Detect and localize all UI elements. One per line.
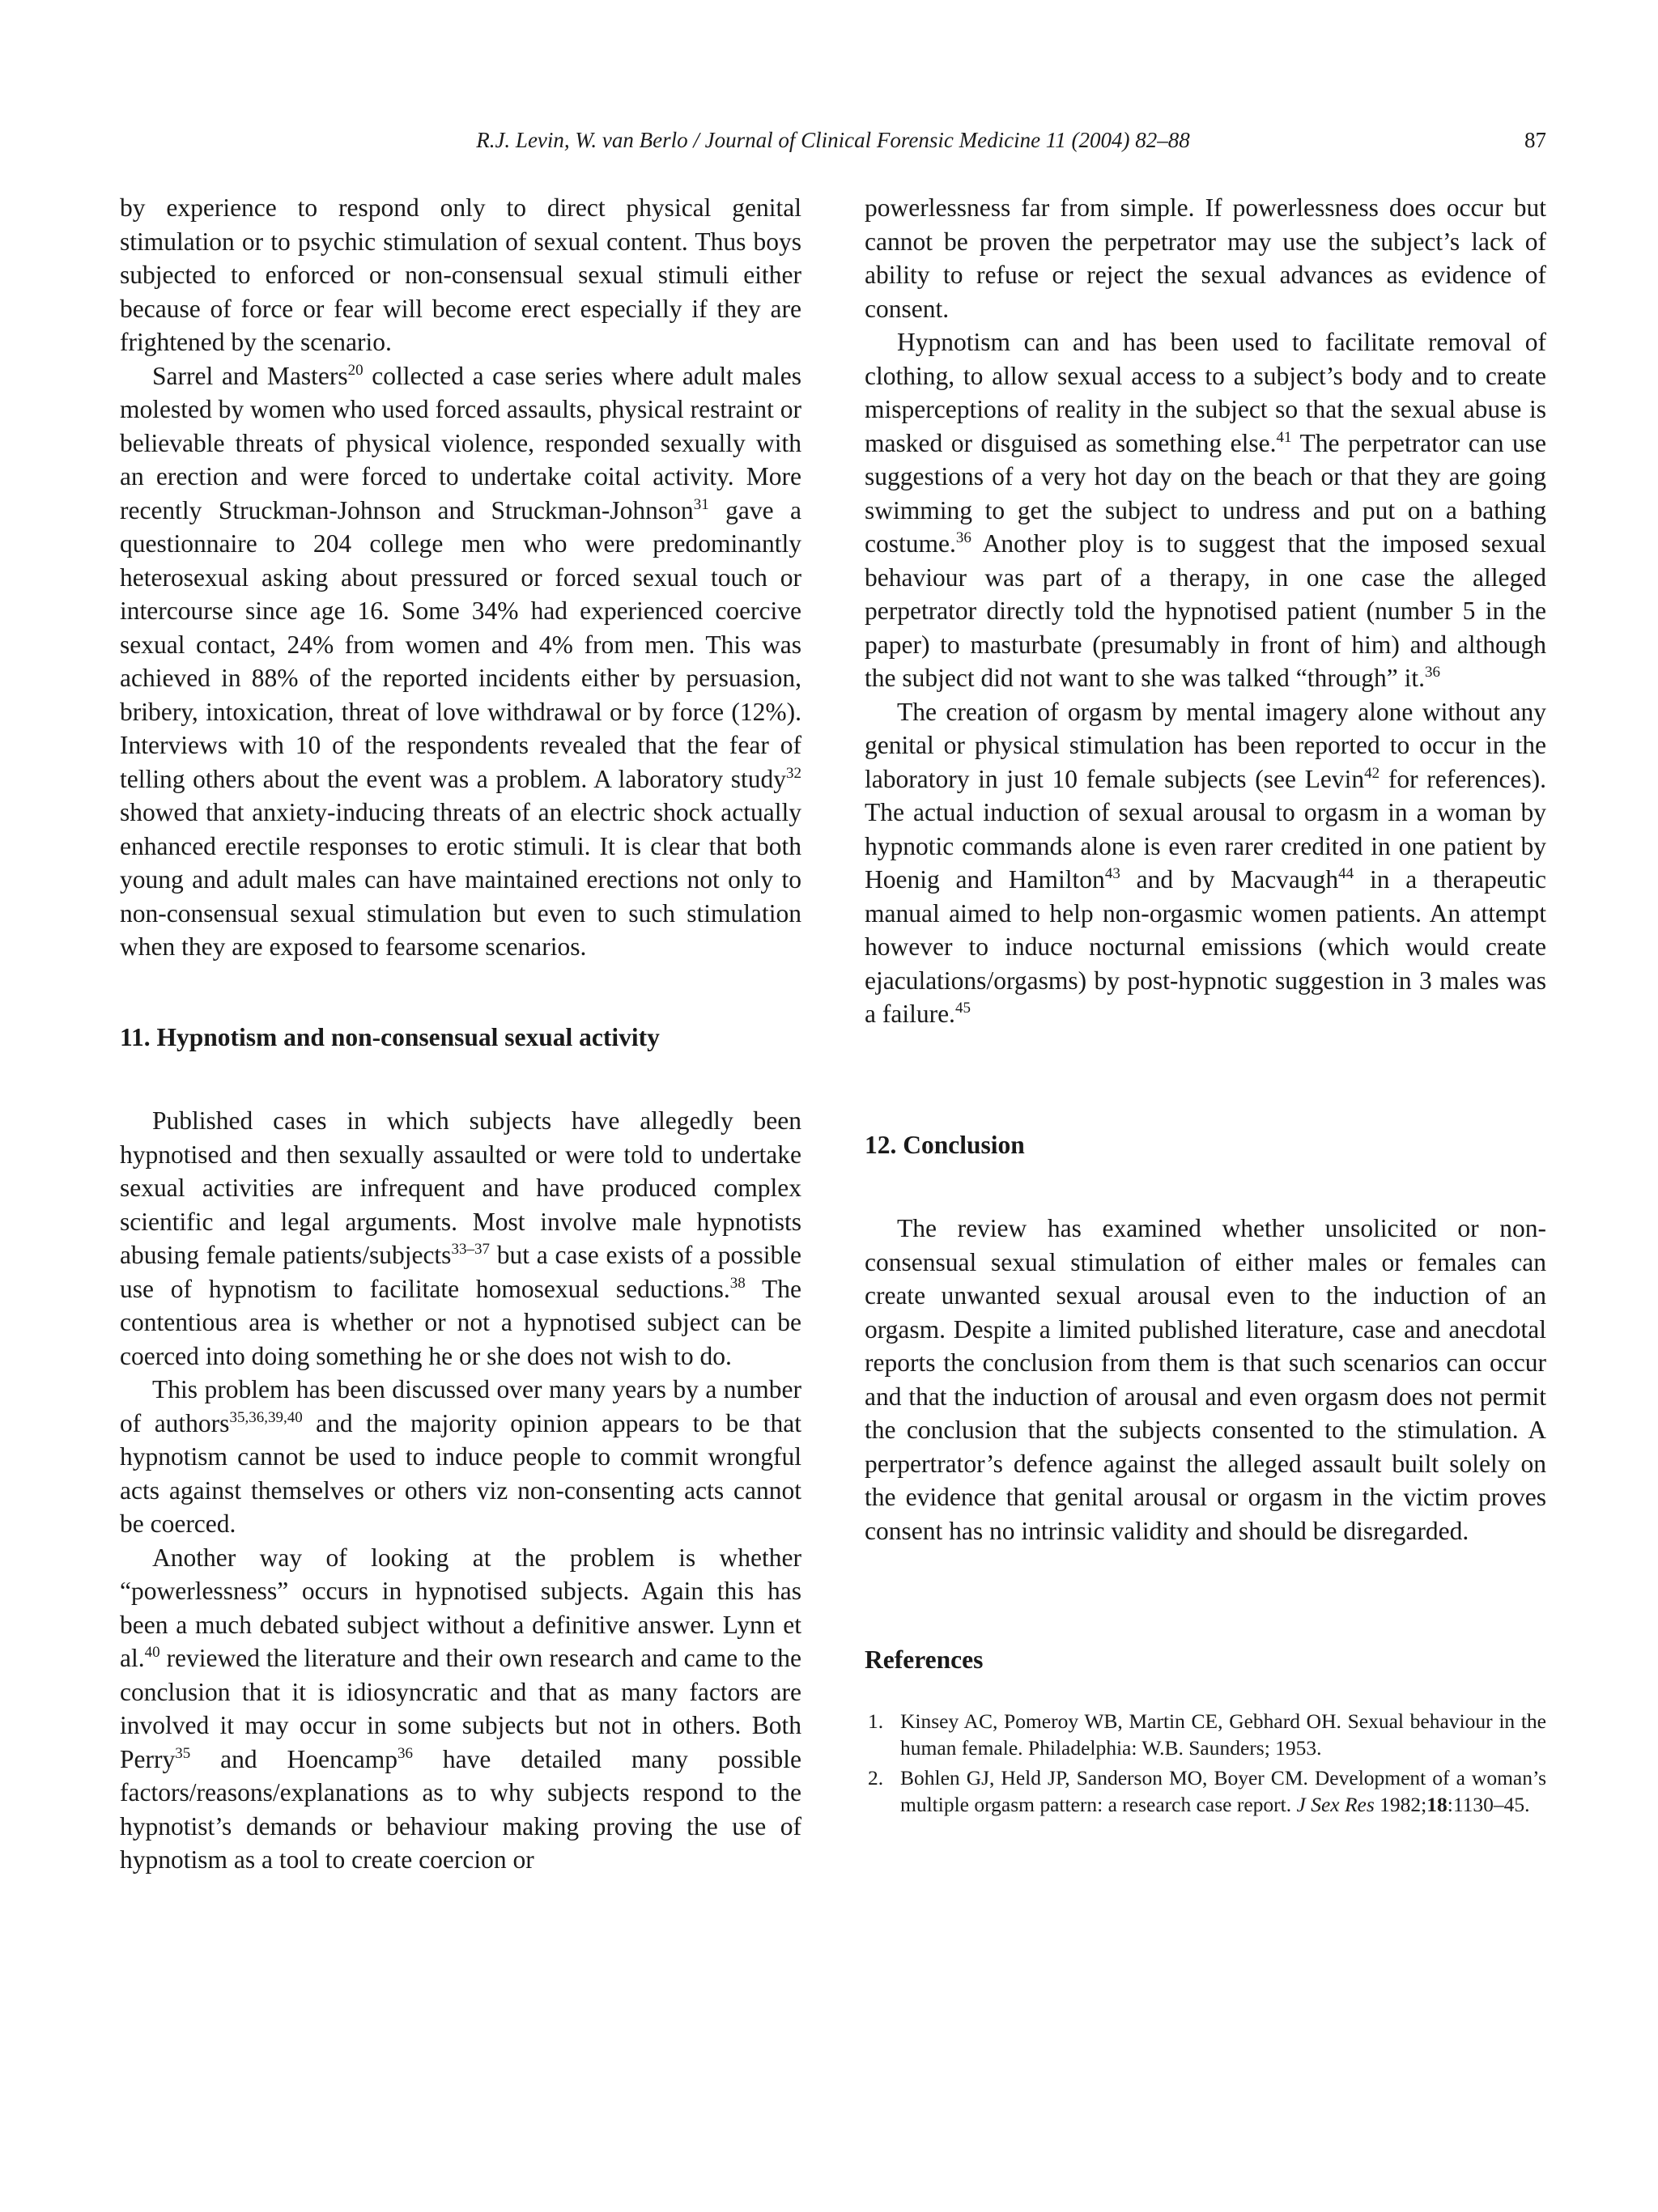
reference-number: 1. — [868, 1709, 884, 1733]
paragraph: The creation of orgasm by mental imagery alone without any genital or physical stimulation has been reported to occur in the laboratory in just 10 female subjects (see Levin$^{42}$ for references). The actual induction of sexual arousal to orgasm in a woman by hypnotic commands alone is even rarer credited in one patient by Hoenig and Hamilton$^{43}$ and by Macvaugh$^{44}$ in a therapeutic manual aimed to help non-orgasmic women patients. An attempt however to induce nocturnal emissions (which would create ejaculations/orgasms) by post-hypnotic suggestion in 3 males was a failure.$^{45}$ — [865, 697, 1546, 1028]
reference-volume: 18 — [1426, 1792, 1448, 1816]
paragraph: This problem has been discussed over many years by a number of authors$^{35,36,39,40}$ and the majority opinion appears to be that hypnotism cannot be used to induce people to commit wrongful acts against themselves or others viz non-consenting acts cannot be coerced. — [120, 1375, 801, 1538]
paragraph: Another way of looking at the problem is whether “powerlessness” occurs in hypnotised subjects. Again this has been a much debated subject without a definitive answer. Lynn et al.$^{40}$ reviewed the literature and their own research and came to the conclusion that it is idiosyncratic and that as many factors are involved it may occur in some subjects but not in others. Both Perry$^{35}$ and Hoencamp$^{36}$ have detailed many possible factors/reasons/explanations as to why subjects respond to the hypnotist’s demands or behaviour making proving the use of hypnotism as a tool to create coercion or — [120, 1543, 801, 1874]
reference-list — [865, 1708, 1546, 1818]
reference-item — [865, 1708, 1546, 1761]
paragraph: The review has examined whether unsolicited or non-consensual sexual stimulation of either males or females can create unwanted sexual arousal even to the induction of an orgasm. Despite a limited published literature, case and anecdotal reports the conclusion from them is that such scenarios can occur and that the induction of arousal and even orgasm does not permit the conclusion that the subjects consented to the stimulation. A perpertrator’s defence against the alleged assault built solely on the evidence that genital arousal or orgasm in the victim proves consent has no intrinsic validity and should be disregarded. — [865, 1214, 1546, 1545]
reference-pages: :1130–45. — [1447, 1792, 1530, 1816]
references-heading: References — [865, 1645, 984, 1674]
paragraph: Hypnotism can and has been used to facilitate removal of clothing, to allow sexual access to a subject’s body and to create misperceptions of reality in the subject so that the sexual abuse is masked or disguised as something else.$^{41}$ The perpetrator can use suggestions of a very hot day on the beach or that they are going swimming to get the subject to undress and put on a bathing costume.$^{36}$ Another ploy is to suggest that the imposed sexual behaviour was part of a therapy, in one case the alleged perpetrator directly told the hypnotised patient (number 5 in the paper) to masturbate (presumably in front of him) and although the subject did not want to she was talked “through” it.$^{36}$ — [865, 328, 1546, 692]
section-heading: 11. Hypnotism and non-consensual sexual activity — [120, 1022, 660, 1051]
paragraph: powerlessness far from simple. If powerlessness does occur but cannot be proven the perpetrator may use the subject’s lack of ability to refuse or reject the sexual advances as evidence of consent. — [865, 193, 1546, 323]
left-column — [120, 191, 801, 1877]
reference-year: 1982; — [1380, 1792, 1427, 1816]
section-heading: 12. Conclusion — [865, 1130, 1025, 1159]
running-head: R.J. Levin, W. van Berlo / Journal of Clinical Forensic Medicine 11 (2004) 82–88 — [476, 128, 1190, 152]
paragraph: Published cases in which subjects have allegedly been hypnotised and then sexually assaulted or were told to undertake sexual activities are infrequent and have produced complex scientific and legal arguments. Most involve male hypnotists abusing female patients/subjects$^{33-37}$ but a case exists of a possible use of hypnotism to facilitate homosexual seductions.$^{38}$ The contentious area is whether or not a hypnotised subject can be coerced into doing something he or she does not wish to do. — [120, 1106, 801, 1370]
reference-text: Bohlen GJ, Held JP, Sanderson MO, Boyer CM. Development of a woman’s multiple orgasm pattern: a research case report. — [900, 1765, 1546, 1816]
running-header — [120, 128, 1546, 160]
reference-number: 2. — [868, 1765, 884, 1790]
reference-item — [865, 1764, 1546, 1818]
reference-journal: J Sex Res — [1296, 1792, 1375, 1816]
paragraph: by experience to respond only to direct physical genital stimulation or to psychic stimulation of sexual content. Thus boys subjected to enforced or non-consensual sexual stimuli either because of force or fear will become erect especially if they are frightened by the scenario. — [120, 193, 801, 356]
paragraph: Sarrel and Masters$^{20}$ collected a case series where adult males molested by women who used forced assaults, physical restraint or believable threats of physical violence, responded sexually with an erection and were forced to undertake coital activity. More recently Struckman-Johnson and Struckman-Johnson$^{31}$ gave a questionnaire to 204 college men who were predominantly heterosexual asking about pressured or forced sexual touch or intercourse since age 16. Some 34% had experienced coercive sexual contact, 24% from women and 4% from men. This was achieved in 88% of the reported incidents either by persuasion, bribery, intoxication, threat of love withdrawal or by force (12%). Interviews with 10 of the respondents revealed that the fear of telling others about the event was a problem. A laboratory study$^{32}$ showed that anxiety-inducing threats of an electric shock actually enhanced erectile responses to erotic stimuli. It is clear that both young and adult males can have maintained erections not only to non-consensual sexual stimulation but even to such stimulation when they are exposed to fearsome scenarios. — [120, 361, 801, 961]
page-number: 87 — [1524, 128, 1546, 152]
reference-text: Kinsey AC, Pomeroy WB, Martin CE, Gebhard OH. Sexual behaviour in the human female. Philadelphia: W.B. Saunders; 1953. — [900, 1709, 1546, 1760]
right-column — [865, 191, 1546, 1821]
